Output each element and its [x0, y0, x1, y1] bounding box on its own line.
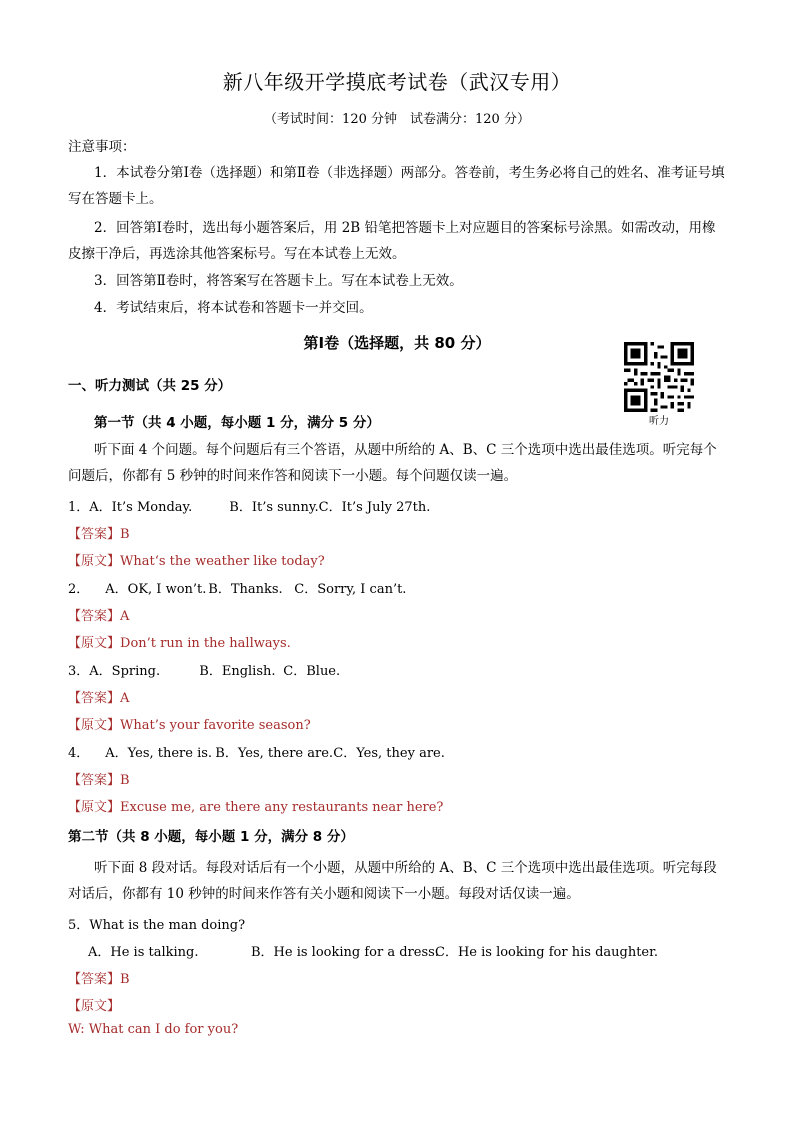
answer-2: 【答案】A [68, 609, 130, 624]
question-1: 1．A．It’s Monday. B．It’s sunny.C．It’s July 27th. [68, 496, 430, 515]
volume-title: 第Ⅰ卷（选择题，共 80 分） [303, 334, 491, 352]
option-b: B．He is looking for a dress. [251, 945, 439, 960]
source-2: 【原文】Don’t run in the hallways. [68, 636, 291, 651]
notice-heading: 注意事项： [68, 139, 136, 155]
part1-title: 一、听力测试（共 25 分） [68, 378, 232, 394]
section1-instructions: 听下面 4 个问题。每个问题后有三个答语，从题中所给的 A、B、C 三个选项中选出最佳选项。听完每个问题后，你都有 5 秒钟的时间来作答和阅读下一小题。每个问题仅读一遍。 [68, 442, 717, 484]
qr-label: 听力 [649, 416, 669, 427]
option-a: A．Spring. [89, 664, 161, 679]
question-4: 4． A．Yes, there is. B．Yes, there are.C．Yes, they are. [68, 742, 445, 761]
qr-code-icon [624, 342, 694, 412]
answer-3: 【答案】A [68, 691, 130, 706]
question-3: 3．A．Spring. B．English. C．Blue. [68, 660, 340, 679]
source-3: 【原文】What’s your favorite season? [68, 718, 311, 733]
answer-1: 【答案】B [68, 527, 130, 542]
option-a: A．It’s Monday. [89, 500, 193, 515]
page-title: 新八年级开学摸底考试卷（武汉专用） [222, 70, 572, 94]
option-c: C．It’s July 27th. [318, 500, 431, 515]
source-5: 【原文】 [68, 999, 121, 1014]
option-b: B．Yes, there are. [215, 746, 334, 761]
question-5: 5．What is the man doing? [68, 918, 246, 933]
notice-item-4: 4．考试结束后，将本试卷和答题卡一并交回。 [94, 300, 373, 316]
answer-5: 【答案】B [68, 972, 130, 987]
option-c: C．He is looking for his daughter. [435, 945, 659, 960]
exam-info: （考试时间：120 分钟 试卷满分：120 分） [264, 112, 530, 127]
option-b: B．Thanks. [208, 582, 283, 597]
source-4: 【原文】Excuse me, are there any restaurants near here? [68, 800, 444, 815]
notice-item-2: 2．回答第Ⅰ卷时，选出每小题答案后，用 2B 铅笔把答题卡上对应题目的答案标号涂黑。如需改动，用橡皮擦干净后，再选涂其他答案标号。写在本试卷上无效。 [68, 220, 716, 262]
dialogue-line-1: W: What can I do for you? [68, 1022, 239, 1037]
option-b: B．It’s sunny. [229, 500, 319, 515]
option-c: C．Blue. [283, 664, 341, 679]
option-a: A．Yes, there is. [105, 746, 213, 761]
question-2: 2． A．OK, I won’t. B．Thanks. C．Sorry, I can’t. [68, 578, 406, 597]
answer-4: 【答案】B [68, 773, 130, 788]
source-1: 【原文】What‘s the weather like today? [68, 554, 325, 569]
option-a: A．OK, I won’t. [105, 582, 207, 597]
option-c: C．Sorry, I can’t. [294, 582, 407, 597]
option-a: A．He is talking. [88, 945, 199, 960]
notice-item-1: 1．本试卷分第Ⅰ卷（选择题）和第Ⅱ卷（非选择题）两部分。答卷前，考生务必将自己的姓名、准考证号填写在答题卡上。 [68, 165, 725, 207]
section1-title: 第一节（共 4 小题，每小题 1 分，满分 5 分） [94, 415, 380, 431]
option-b: B．English. [199, 664, 276, 679]
notice-item-3: 3．回答第Ⅱ卷时，将答案写在答题卡上。写在本试卷上无效。 [94, 273, 463, 289]
section2-title: 第二节（共 8 小题，每小题 1 分，满分 8 分） [68, 829, 354, 845]
section2-instructions: 听下面 8 段对话。每段对话后有一个小题，从题中所给的 A、B、C 三个选项中选出最佳选项。听完每段对话后，你都有 10 秒钟的时间来作答有关小题和阅读下一小题。每段对话仅读一遍。 [68, 860, 717, 902]
question-5-options [88, 941, 658, 960]
option-c: C．Yes, they are. [333, 746, 445, 761]
